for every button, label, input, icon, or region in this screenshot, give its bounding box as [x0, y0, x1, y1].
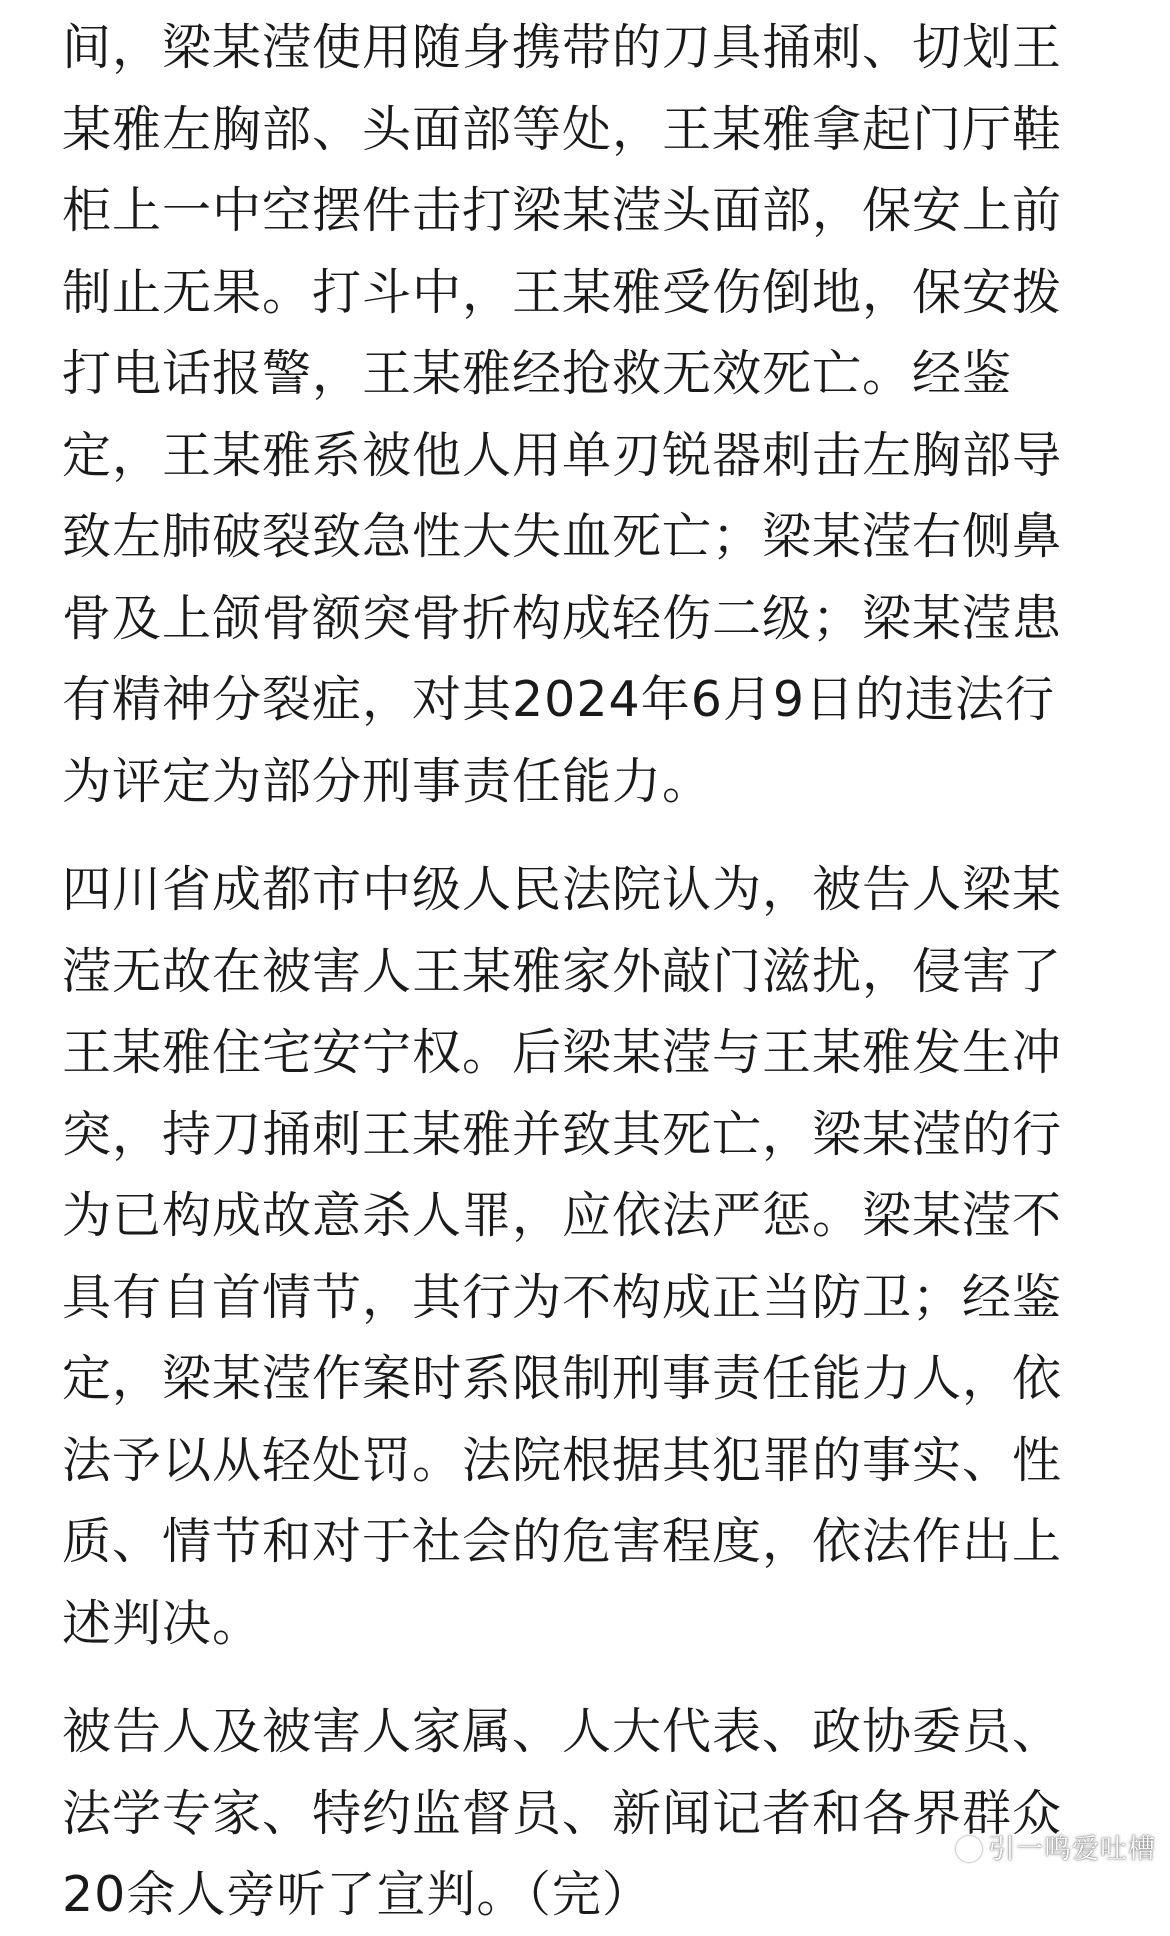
circle-logo-icon: [952, 1832, 982, 1862]
watermark-text: 引一鸣爱吐槽: [988, 1834, 1156, 1865]
article-body: [62, 0, 1122, 1936]
watermark: [952, 1827, 1156, 1866]
article-paragraph-2: 四川省成都市中级人民法院认为，被告人梁某 滢无故在被害人王某雅家外敲门滋扰，侵害了 王某雅住宅安宁权。后梁某滢与王某雅发生冲 突，持刀捅刺王某雅并致其死亡，梁某滢的行 为已构成故意杀人罪，应依法严惩。梁某滢不 具有自首情节，其行为不构成正当防卫；经鉴 定，梁某滢作案时系限制刑事责任能力人，依 法予以从轻处罚。法院根据其犯罪的事实、性 质、情节和对于社会的危害程度，依法作出上 述判决。: [62, 861, 1063, 1652]
article-paragraph-3: 被告人及被害人家属、人大代表、政协委员、 法学专家、特约监督员、新闻记者和各界群众 20余人旁听了宣判。（完）: [62, 1703, 1063, 1923]
article-paragraph-1: 间，梁某滢使用随身携带的刀具捅刺、切划王 某雅左胸部、头面部等处，王某雅拿起门厅鞋 柜上一中空摆件击打梁某滢头面部，保安上前 制止无果。打斗中，王某雅受伤倒地，保安拨 打电话报警，王某雅经抢救无效死亡。经鉴 定，王某雅系被他人用单刃锐器刺击左胸部导 致左肺破裂致急性大失血死亡；梁某滢右侧鼻 骨及上颌骨额突骨折构成轻伤二级；梁某滢患 有精神分裂症，对其2024年6月9日的违法行 为评定为部分刑事责任能力。: [62, 19, 1063, 810]
